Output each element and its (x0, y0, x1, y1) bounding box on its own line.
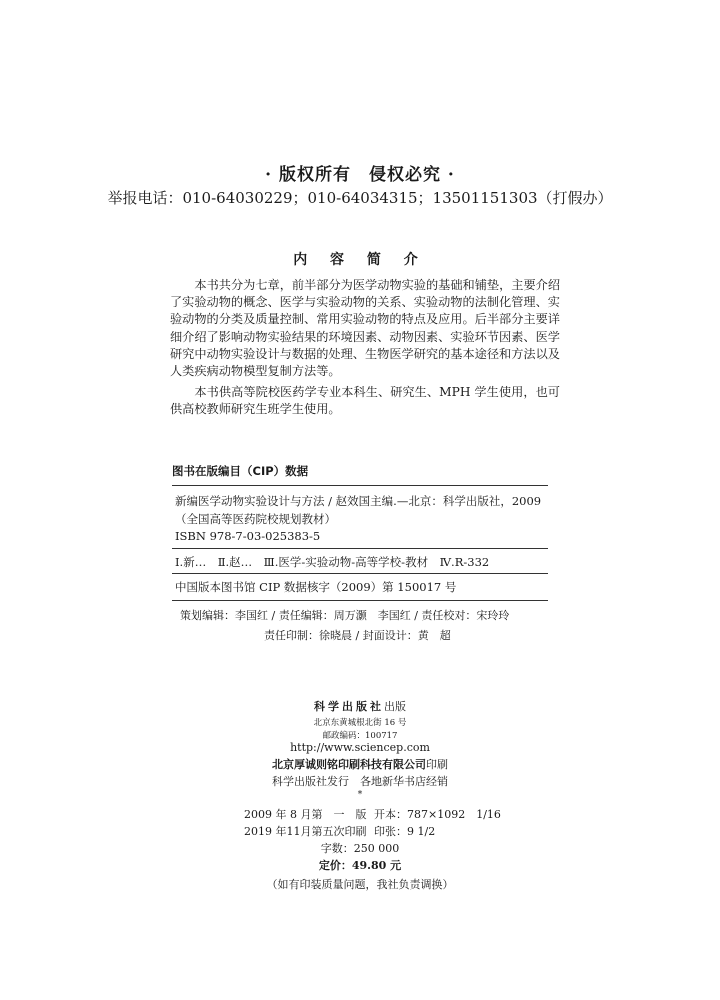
publisher-postcode: 邮政编码：100717 (322, 731, 398, 741)
credits-line-2: 责任印制：徐晓晨 / 封面设计：黄 超 (264, 629, 451, 642)
quality-notice: （如有印装质量问题，我社负责调换） (266, 878, 454, 891)
publisher-name (0, 698, 720, 714)
printer-suffix: 印刷 (426, 758, 448, 771)
cip-line-1: 新编医学动物实验设计与方法 / 赵效国主编.—北京：科学出版社，2009 (175, 494, 542, 508)
cip-divider-top (172, 485, 548, 486)
book-format: 开本：787×1092 1/16 (374, 808, 501, 821)
publisher-suffix: 出版 (384, 700, 406, 713)
price: 定价：49.80 元 (318, 859, 402, 872)
intro-heading: 内 容 简 介 (293, 252, 427, 268)
cip-line-2: （全国高等医药院校规划教材） (175, 512, 336, 526)
intro-paragraph-2 (170, 384, 560, 418)
cip-line-3: ISBN 978-7-03-025383-5 (175, 529, 321, 543)
publisher-address: 北京东黄城根北街 16 号 (313, 718, 407, 728)
cip-divider-bottom (172, 600, 548, 601)
cip-line-4: Ⅰ.新… Ⅱ.赵… Ⅲ.医学-实验动物-高等学校-教材 Ⅳ.R-332 (175, 555, 490, 569)
intro-paragraph-1 (170, 277, 560, 380)
cip-divider-mid-2 (172, 573, 548, 574)
printer-name (0, 756, 720, 772)
printed-sheets: 印张：9 1/2 (374, 825, 436, 838)
publisher-website: http://www.sciencep.com (290, 741, 430, 754)
publisher-logo-text: 科学出版社 (314, 700, 384, 713)
copyright-title: · 版权所有 侵权必究 · (265, 165, 455, 185)
cip-title: 图书在版编目（CIP）数据 (172, 464, 309, 478)
report-phone: 举报电话：010-64030229；010-64034315；13501151303（打假办） (107, 189, 613, 207)
printer-logo-text: 北京厚诚则铭印刷科技有限公司 (272, 758, 426, 771)
separator-asterisk: * (357, 790, 363, 800)
distribution-info: 科学出版社发行 各地新华书店经销 (272, 775, 448, 788)
cip-divider-mid (172, 548, 548, 549)
credits-line-1: 策划编辑：李国红 / 责任编辑：周万灏 李国红 / 责任校对：宋玲玲 (180, 609, 510, 622)
cip-line-5: 中国版本图书馆 CIP 数据核字（2009）第 150017 号 (175, 580, 457, 594)
reprint-info: 2019 年11月第五次印刷 (244, 825, 367, 838)
first-edition: 2009 年 8 月第 一 版 (244, 808, 367, 821)
intro-paragraph-1-text: 本书共分为七章，前半部分为医学动物实验的基础和铺垫，主要介绍了实验动物的概念、医学与实验动物的关系、实验动物的法制化管理、实验动物的分类及质量控制、常用实验动物的特点及应用。后半部分主要详细介绍了影响动物实验结果的环境因素、动物因素、实验环节因素、医学研究中动物实验设计与数据的处理、生物医学研究的基本途径和方法以及人类疾病动物模型复制方法等。 (170, 278, 561, 379)
intro-paragraph-2-text: 本书供高等院校医药学专业本科生、研究生、MPH 学生使用，也可供高校教师研究生班学生使用。 (170, 385, 560, 417)
word-count: 字数：250 000 (320, 842, 400, 855)
